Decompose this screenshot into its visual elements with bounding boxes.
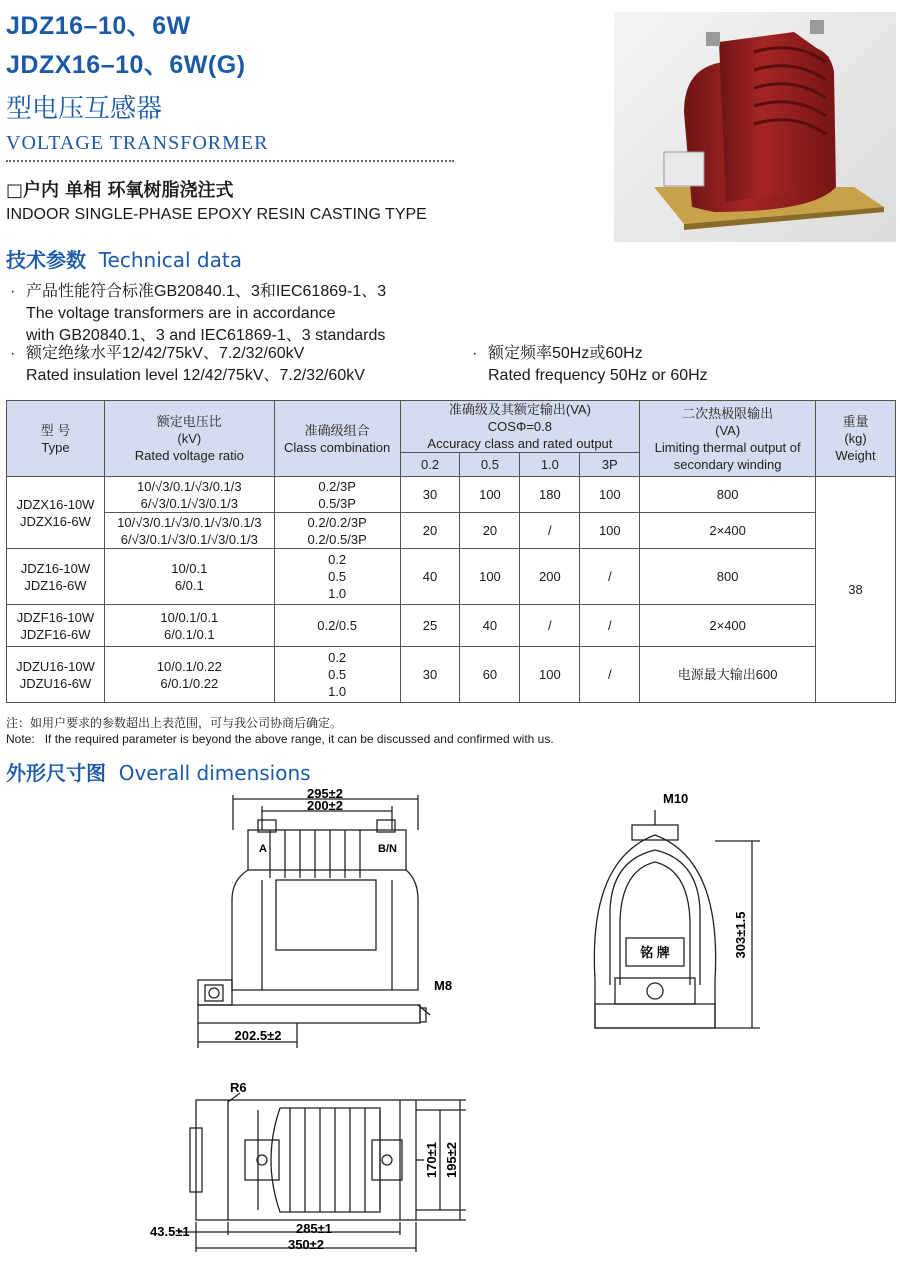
terminal-a: A — [259, 843, 267, 855]
weight-value: 38 — [816, 477, 896, 703]
technical-heading-en: Technical data — [98, 248, 242, 272]
model-title-1: JDZ16–10、6W — [6, 12, 191, 40]
table-row: JDZX16-10W JDZX16-6W 10/√3/0.1/√3/0.1/3 6/√3/0.1/√3/0.1/3 0.2/3P 0.5/3P 30 100 180 100 800 38 — [7, 477, 896, 513]
header-acc-3p: 3P — [580, 453, 640, 477]
dim-43-5: 43.5±1 — [150, 1224, 190, 1239]
header-acc-0-5: 0.5 — [460, 453, 520, 477]
dimensions-heading: 外形尺寸图 Overall dimensions — [6, 761, 311, 785]
bullet-frequency: · 额定频率50Hz或60Hz Rated frequency 50Hz or 60Hz — [472, 345, 708, 384]
header-accuracy: 准确级及其额定输出(VA) COSΦ=0.8 Accuracy class and rated output — [400, 401, 640, 453]
note-cn: 注：如用户要求的参数超出上表范围，可与我公司协商后确定。 — [6, 716, 343, 730]
model-title-2: JDZX16–10、6W(G) — [6, 51, 246, 79]
table-row: JDZU16-10W JDZU16-6W 10/0.1/0.22 6/0.1/0.22 0.2 0.5 1.0 30 60 100 / 电源最大输出600 — [7, 647, 896, 703]
dim-170: 170±1 — [424, 1141, 439, 1179]
dim-202-5: 202.5±2 — [234, 1028, 282, 1043]
dim-295: 295±2 — [306, 786, 344, 801]
table-row: JDZ16-10W JDZ16-6W 10/0.1 6/0.1 0.2 0.5 1.0 40 100 200 / 800 — [7, 549, 896, 605]
terminal-bn: B/N — [378, 843, 397, 855]
nameplate-label: 铭 牌 — [640, 945, 670, 960]
header-weight: 重量 (kg) Weight — [816, 401, 896, 477]
dim-303: 303±1.5 — [733, 911, 748, 959]
product-title-cn: 型电压互感器 — [6, 94, 163, 124]
header-class: 准确级组合 Class combination — [274, 401, 400, 477]
front-view-drawing — [198, 795, 430, 1048]
dim-285: 285±1 — [295, 1221, 333, 1236]
type-label-en: INDOOR SINGLE-PHASE EPOXY RESIN CASTING TYPE — [6, 206, 427, 223]
dim-m8: M8 — [434, 978, 453, 993]
table-row: JDZF16-10W JDZF16-6W 10/0.1/0.1 6/0.1/0.1 0.2/0.5 25 40 / / 2×400 — [7, 605, 896, 647]
header-ratio: 额定电压比 (kV) Rated voltage ratio — [104, 401, 274, 477]
dim-195: 195±2 — [444, 1141, 459, 1179]
header-acc-0-2: 0.2 — [400, 453, 460, 477]
bullet-insulation: · 额定绝缘水平12/42/75kV、7.2/32/60kV Rated insulation level 12/42/75kV、7.2/32/60kV — [10, 345, 365, 384]
dim-200: 200±2 — [306, 798, 344, 813]
technical-heading-cn: 技术参数 — [6, 248, 86, 272]
dim-m10: M10 — [663, 791, 689, 806]
table-row: 10/√3/0.1/√3/0.1/√3/0.1/3 6/√3/0.1/√3/0.1/√3/0.1/3 0.2/0.2/3P 0.2/0.5/3P 20 20 / 100 2×400 — [7, 513, 896, 549]
header-type: 型 号 Type — [7, 401, 105, 477]
type-label-cn: □户内 单相 环氧树脂浇注式 — [6, 180, 234, 201]
dim-r6: R6 — [230, 1080, 247, 1095]
bullet-standards: · 产品性能符合标准GB20840.1、3和IEC61869-1、3 The voltage transformers are in accordance with GB20840.1、3 and IEC61869-1、3 standards — [10, 283, 387, 344]
note-en: Note: If the required parameter is beyond the above range, it can be discussed and confirmed with us. — [6, 732, 554, 746]
header-limiting: 二次热极限输出 (VA) Limiting thermal output of secondary winding — [640, 401, 816, 477]
dim-350: 350±2 — [287, 1237, 325, 1252]
header-acc-1-0: 1.0 — [520, 453, 580, 477]
product-title-en: VOLTAGE TRANSFORMER — [6, 132, 269, 154]
